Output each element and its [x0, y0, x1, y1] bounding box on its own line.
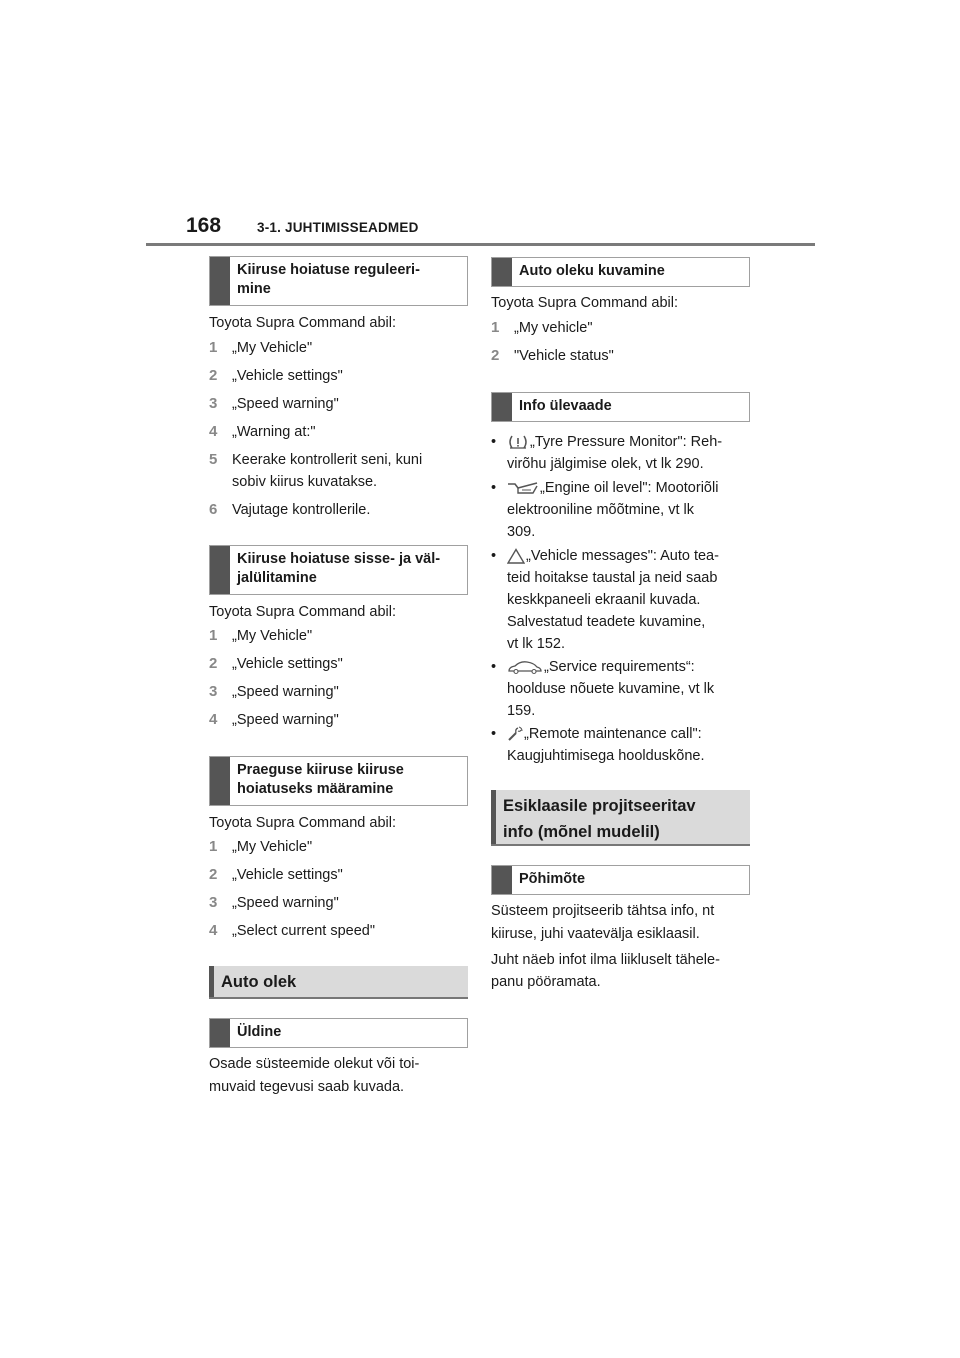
chapter-heading: Auto olek — [209, 966, 468, 999]
step-item: 4 „Select current speed" — [209, 922, 375, 939]
service-car-icon — [507, 659, 543, 675]
step-item: 1 „My vehicle" — [491, 319, 593, 336]
section-heading: Põhimõte — [491, 865, 750, 895]
page-number: 168 — [186, 214, 222, 237]
step-item: 4 „Warning at:" — [209, 423, 316, 440]
step-item: 1 „My Vehicle" — [209, 339, 313, 356]
section-heading: Praeguse kiiruse kiiruse hoiatuseks määramine — [209, 756, 468, 806]
body-text: panu pööramata. — [491, 974, 601, 990]
step-item: 5 Keerake kontrollerit seni, kuni — [209, 451, 423, 468]
step-item: 3 „Speed warning" — [209, 395, 339, 412]
step-item: 4 „Speed warning" — [209, 711, 339, 728]
step-item: 3 „Speed warning" — [209, 683, 339, 700]
body-text: Osade süsteemide olekut või toi- — [209, 1056, 420, 1072]
section-heading: Kiiruse hoiatuse reguleeri- mine — [209, 256, 468, 306]
section-heading: Auto oleku kuvamine — [491, 257, 750, 287]
section-heading: Üldine — [209, 1018, 468, 1048]
step-continuation: sobiv kiirus kuvatakse. — [232, 474, 378, 490]
intro-text: Toyota Supra Command abil: — [491, 295, 678, 311]
body-text: Süsteem projitseerib tähtsa info, nt — [491, 903, 715, 919]
step-item: 1 „My Vehicle" — [209, 627, 313, 644]
section-heading: Info ülevaade — [491, 392, 750, 422]
remote-wrench-icon — [507, 726, 523, 742]
step-item: 1 „My Vehicle" — [209, 838, 313, 855]
chapter-title: 3-1. JUHTIMISSEADMED — [257, 220, 419, 235]
step-item: 2 „Vehicle settings" — [209, 655, 343, 672]
body-text: muvaid tegevusi saab kuvada. — [209, 1079, 405, 1095]
oil-level-icon — [507, 480, 539, 496]
chapter-heading: Esiklaasile projitseeritav info (mõnel mudelil) — [491, 790, 750, 846]
body-text: kiiruse, juhi vaatevälja esiklaasil. — [491, 926, 700, 942]
step-item: 2 „Vehicle settings" — [209, 866, 343, 883]
step-item: 3 „Speed warning" — [209, 894, 339, 911]
intro-text: Toyota Supra Command abil: — [209, 315, 396, 331]
header-rule — [146, 243, 815, 246]
tyre-pressure-icon — [507, 434, 529, 450]
step-item: 6 Vajutage kontrollerile. — [209, 501, 371, 518]
intro-text: Toyota Supra Command abil: — [209, 815, 396, 831]
warning-triangle-icon — [507, 548, 525, 564]
step-item: 2 „Vehicle settings" — [209, 367, 343, 384]
body-text: Juht näeb infot ilma liikluselt tähele- — [491, 952, 720, 968]
section-heading: Kiiruse hoiatuse sisse- ja väl- jalülitamine — [209, 545, 468, 595]
step-item: 2 "Vehicle status" — [491, 347, 614, 364]
intro-text: Toyota Supra Command abil: — [209, 604, 396, 620]
